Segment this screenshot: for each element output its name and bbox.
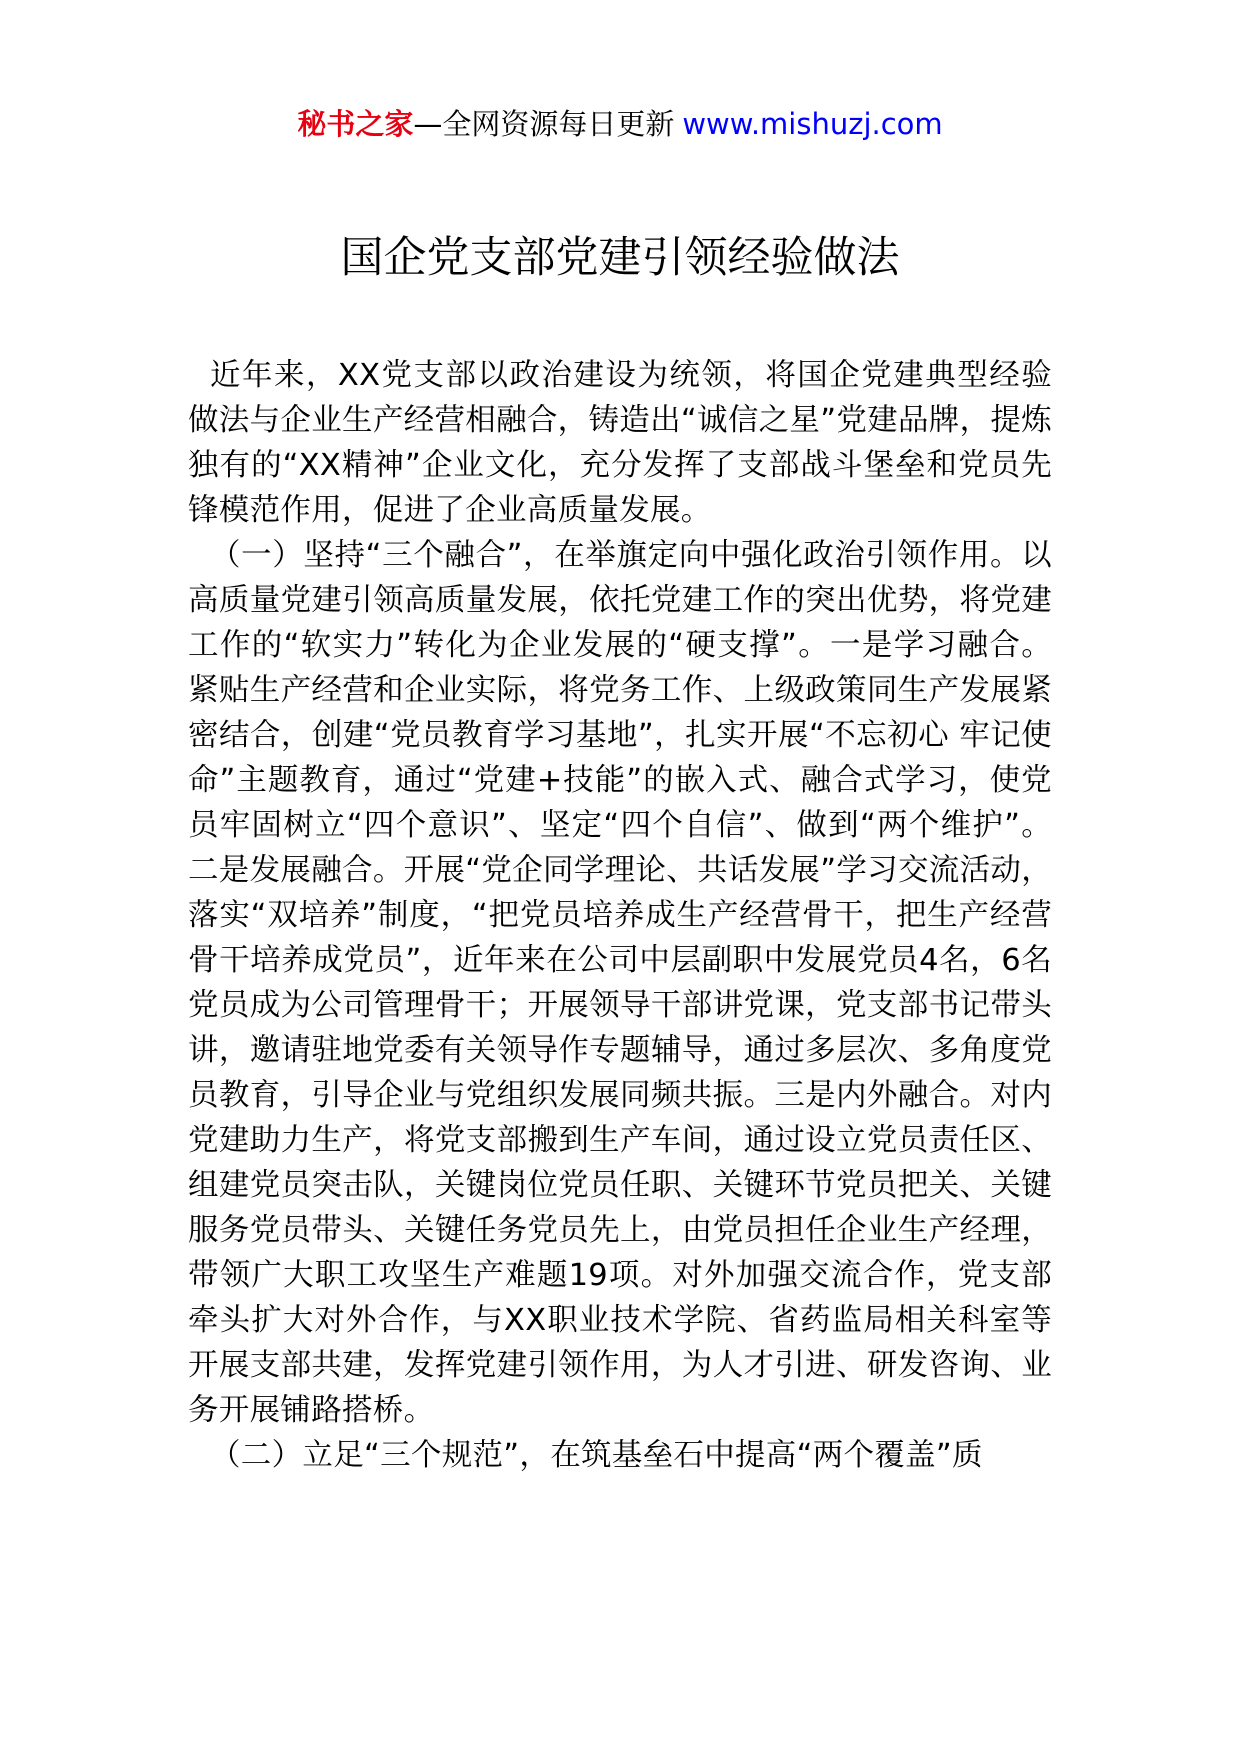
document-title: 国企党支部党建引领经验做法 — [340, 233, 900, 283]
paragraph-section-1: （一）坚持“三个融合”，在举旗定向中强化政治引领作用。以高质量党建引领高质量发展，依托党建工作的突出优势，将党建工作的“软实力”转化为企业发展的“硬支撑”。一是学习融合。紧贴生产经营和企业实际，将党务工作、上级政策同生产发展紧密结合，创建“党员教育学习基地”，扎实开展“不忘初心 牢记使命”主题教育，通过“党建+技能”的嵌入式、融合式学习，使党员牢固树立“四个意识”、坚定“四个自信”、做到“两个维护”。二是发展融合。开展“党企同学理论、共话发展”学习交流活动，落实“双培养”制度，“把党员培养成生产经营骨干，把生产经营骨干培养成党员”，近年来在公司中层副职中发展党员4名，6名党员成为公司管理骨干；开展领导干部讲党课，党支部书记带头讲，邀请驻地党委有关领导作专题辅导，通过多层次、多角度党员教育，引导企业与党组织发展同频共振。三是内外融合。对内党建助力生产，将党支部搬到生产车间，通过设立党员责任区、组建党员突击队，关键岗位党员任职、关键环节党员把关、关键服务党员带头、关键任务党员先上，由党员担任企业生产经理，带领广大职工攻坚生产难题19项。对外加强交流合作，党支部牵头扩大对外合作，与XX职业技术学院、省药监局相关科室等开展支部共建，发挥党建引领作用，为人才引进、研发咨询、业务开展铺路搭桥。 — [188, 538, 1052, 1428]
paragraph-section-2: （二）立足“三个规范”，在筑基垒石中提高“两个覆盖”质 — [210, 1438, 983, 1473]
page-header — [0, 104, 1240, 144]
document-body — [188, 353, 1052, 1478]
header-brand: 秘书之家 — [297, 107, 414, 141]
header-site-link[interactable]: www.mishuzj.com — [682, 107, 943, 141]
header-slogan: —全网资源每日更新 — [413, 107, 675, 141]
paragraph-intro: 近年来，XX党支部以政治建设为统领，将国企党建典型经验做法与企业生产经营相融合，铸造出“诚信之星”党建品牌，提炼独有的“XX精神”企业文化，充分发挥了支部战斗堡垒和党员先锋模范作用，促进了企业高质量发展。 — [188, 358, 1052, 528]
